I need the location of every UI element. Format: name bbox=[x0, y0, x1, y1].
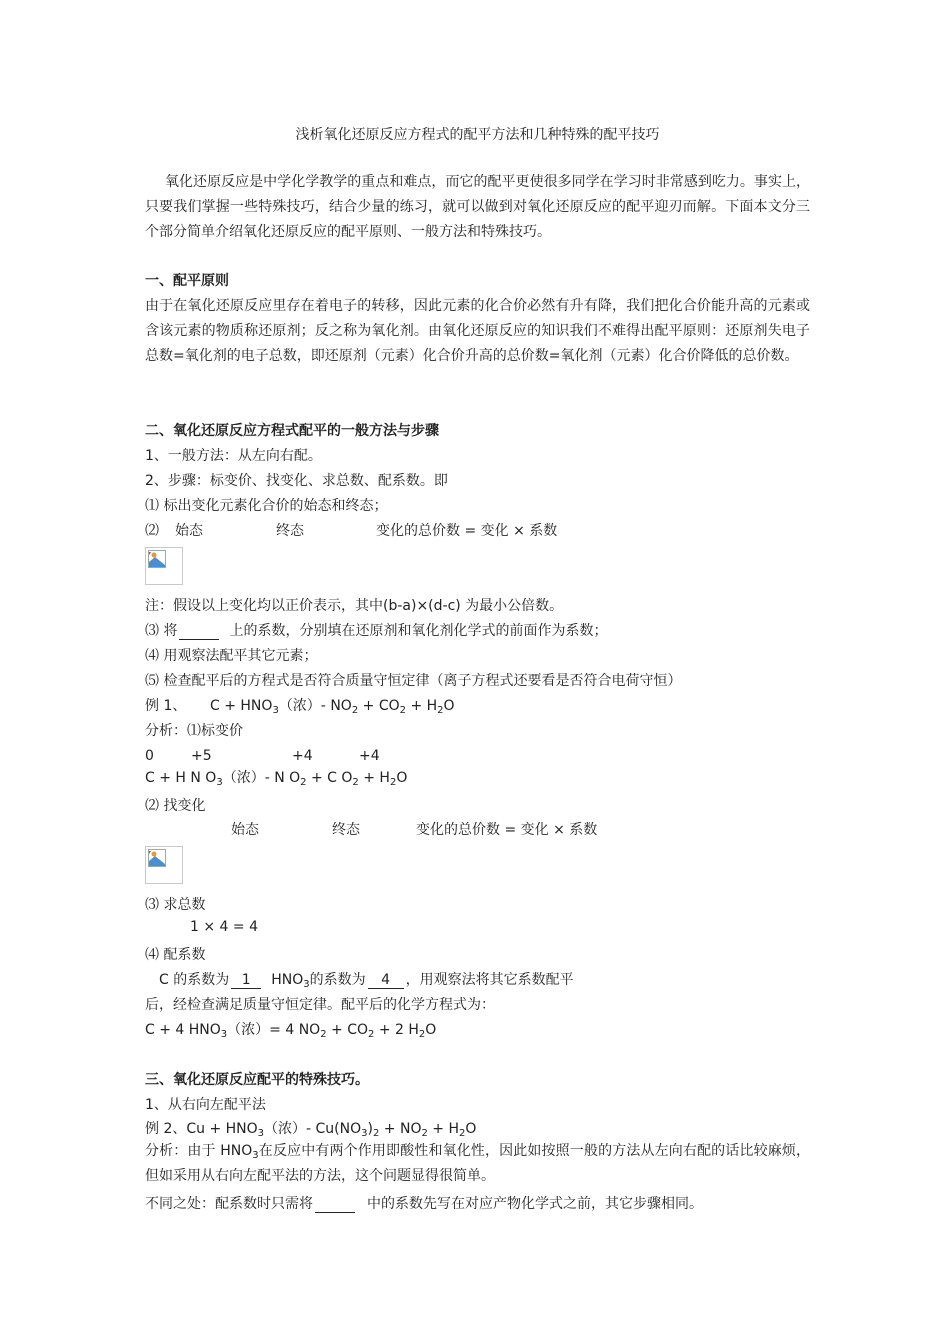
step-2-total: 变化的总价数 = 变化 × 系数 bbox=[376, 523, 558, 539]
difference-suffix: 中的系数先写在对应产物化学式之前，其它步骤相同。 bbox=[367, 1196, 703, 1212]
step-2-initial: 始态 bbox=[175, 523, 203, 539]
subscript: 3 bbox=[257, 1128, 265, 1139]
eq-part: + 2 H bbox=[374, 1022, 419, 1038]
valence-equation bbox=[145, 767, 407, 787]
subscript: 2 bbox=[320, 1029, 327, 1040]
step-2-final: 终态 bbox=[276, 523, 304, 539]
valence-plus4-a: +4 bbox=[292, 748, 313, 764]
eq-part: + H bbox=[427, 1121, 460, 1137]
find-initial: 始态 bbox=[231, 822, 259, 838]
find-total: 变化的总价数 = 变化 × 系数 bbox=[416, 822, 598, 838]
coef-text: C 的系数为 bbox=[159, 972, 230, 988]
eq-part: （浓）- Cu(NO bbox=[264, 1121, 362, 1137]
example-2-analysis bbox=[145, 1139, 810, 1189]
subscript: 2 bbox=[399, 705, 406, 716]
blank-underline bbox=[179, 623, 219, 640]
eq-part: + CO bbox=[326, 1022, 369, 1038]
coef-text: 的系数为 bbox=[309, 972, 366, 988]
document-title: 浅析氧化还原反应方程式的配平方法和几种特殊的配平技巧 bbox=[295, 127, 660, 143]
example-1-label: 例 1、 bbox=[145, 698, 187, 714]
eq-part: O bbox=[443, 698, 455, 714]
subscript: 2 bbox=[421, 1128, 428, 1139]
subscript: 2 bbox=[437, 705, 444, 716]
step-5: ⑸ 检查配平后的方程式是否符合质量守恒定律（离子方程式还要看是否符合电荷守恒） bbox=[145, 673, 682, 689]
eq-part: + H bbox=[406, 698, 438, 714]
subscript: 3 bbox=[252, 1150, 259, 1161]
valence-0: 0 bbox=[145, 748, 154, 764]
blank-underline bbox=[315, 1196, 355, 1213]
subscript: 3 bbox=[216, 777, 223, 788]
step-3-prefix: ⑶ 将 bbox=[145, 623, 178, 639]
eq-part: C + 4 HNO bbox=[145, 1022, 221, 1038]
subscript: 2 bbox=[300, 777, 307, 788]
valence-plus4-b: +4 bbox=[359, 748, 380, 764]
eq-part: C + HNO bbox=[210, 698, 273, 714]
note-line: 注：假设以上变化均以正价表示，其中(b-a)×(d-c) 为最小公倍数。 bbox=[145, 598, 564, 614]
section-3-heading: 三、氧化还原反应配平的特殊技巧。 bbox=[145, 1072, 369, 1088]
section-2-heading: 二、氧化还原反应方程式配平的一般方法与步骤 bbox=[145, 423, 439, 439]
analysis-line: 分析：⑴标变价 bbox=[145, 723, 243, 739]
find-final: 终态 bbox=[332, 822, 360, 838]
coef-line bbox=[159, 969, 574, 989]
subscript: 2 bbox=[351, 705, 359, 716]
final-equation bbox=[145, 1019, 436, 1039]
eq-part: + NO bbox=[379, 1121, 422, 1137]
eq-part: （浓）- N O bbox=[222, 770, 301, 786]
eq-part: + C O bbox=[306, 770, 353, 786]
section-1-body: 由于在氧化还原反应里存在着电子的转移，因此元素的化合价必然有升有降，我们把化合价能升高的元素或含该元素的物质称还原剂；反之称为氧化剂。由氧化还原反应的知识我们不难得出配平原则：还原剂失电子总数=氧化剂的电子总数，即还原剂（元素）化合价升高的总价数=氧化剂（元素）化合价降低的总价数。 bbox=[145, 298, 810, 364]
subscript: 2 bbox=[372, 1128, 380, 1139]
subscript: 3 bbox=[220, 1029, 228, 1040]
subscript: 3 bbox=[272, 705, 279, 716]
example-1-equation bbox=[210, 695, 455, 715]
eq-part: O bbox=[465, 1121, 477, 1137]
step-3 bbox=[145, 620, 607, 640]
total-equation: 1 × 4 = 4 bbox=[190, 919, 258, 935]
coef-text: ，用观察法将其它系数配平 bbox=[405, 972, 574, 988]
find-change: ⑵ 找变化 bbox=[145, 798, 206, 814]
eq-part: （浓）- NO bbox=[278, 698, 352, 714]
subscript: 3 bbox=[303, 979, 310, 990]
eq-part: + H bbox=[358, 770, 390, 786]
broken-image-icon bbox=[145, 846, 183, 884]
eq-part: O bbox=[396, 770, 408, 786]
total-label: ⑶ 求总数 bbox=[145, 897, 206, 913]
eq-part: + CO bbox=[358, 698, 400, 714]
steps-line: 2、步骤：标变价、找变化、求总数、配系数。即 bbox=[145, 473, 448, 489]
intro-paragraph: 氧化还原反应是中学化学教学的重点和难点，而它的配平更使很多同学在学习时非常感到吃力。事实上，只要我们掌握一些特殊技巧，结合少量的练习，就可以做到对氧化还原反应的配平迎刃而解。下面本文分三个部分简单介绍氧化还原反应的配平原则、一般方法和特殊技巧。 bbox=[145, 174, 810, 240]
coef-line-2: 后，经检查满足质量守恒定律。配平后的化学方程式为： bbox=[145, 997, 495, 1013]
step-2-num: ⑵ bbox=[145, 523, 159, 539]
eq-part: O bbox=[425, 1022, 437, 1038]
eq-part: C + H N O bbox=[145, 770, 217, 786]
eq-part: （浓）= 4 NO bbox=[227, 1022, 321, 1038]
analysis-text: 分析：由于 HNO bbox=[145, 1143, 253, 1159]
subscript: 2 bbox=[389, 777, 397, 788]
difference-prefix: 不同之处：配系数时只需将 bbox=[145, 1196, 313, 1212]
section-1-heading: 一、配平原则 bbox=[145, 273, 229, 289]
subscript: 2 bbox=[352, 777, 359, 788]
subscript: 2 bbox=[368, 1029, 375, 1040]
analysis-text: 在反应中有两个作用即酸性和氧化性，因此如按照一般的方法从左向右配的话比较麻烦，但如采用从右向左配平法的方法，这个问题显得很简单。 bbox=[145, 1143, 810, 1184]
eq-part: 例 2、Cu + HNO bbox=[145, 1121, 258, 1137]
coef-c-value: 1 bbox=[231, 972, 261, 989]
broken-image-icon bbox=[145, 547, 183, 585]
coef-label: ⑷ 配系数 bbox=[145, 947, 206, 963]
eq-part: ) bbox=[367, 1121, 373, 1137]
right-to-left-method: 1、从右向左配平法 bbox=[145, 1097, 266, 1113]
coef-text: HNO bbox=[271, 972, 304, 988]
general-method: 1、一般方法：从左向右配。 bbox=[145, 448, 322, 464]
subscript: 2 bbox=[418, 1029, 426, 1040]
step-4: ⑷ 用观察法配平其它元素； bbox=[145, 648, 318, 664]
valence-plus5: +5 bbox=[191, 748, 212, 764]
difference-line bbox=[145, 1193, 703, 1213]
example-2-equation bbox=[145, 1118, 476, 1138]
step-3-suffix: 上的系数，分别填在还原剂和氧化剂化学式的前面作为系数； bbox=[229, 623, 608, 639]
subscript: 3 bbox=[361, 1128, 368, 1139]
coef-hno3-value: 4 bbox=[368, 972, 404, 989]
step-1: ⑴ 标出变化元素化合价的始态和终态； bbox=[145, 498, 388, 514]
subscript: 2 bbox=[459, 1128, 466, 1139]
